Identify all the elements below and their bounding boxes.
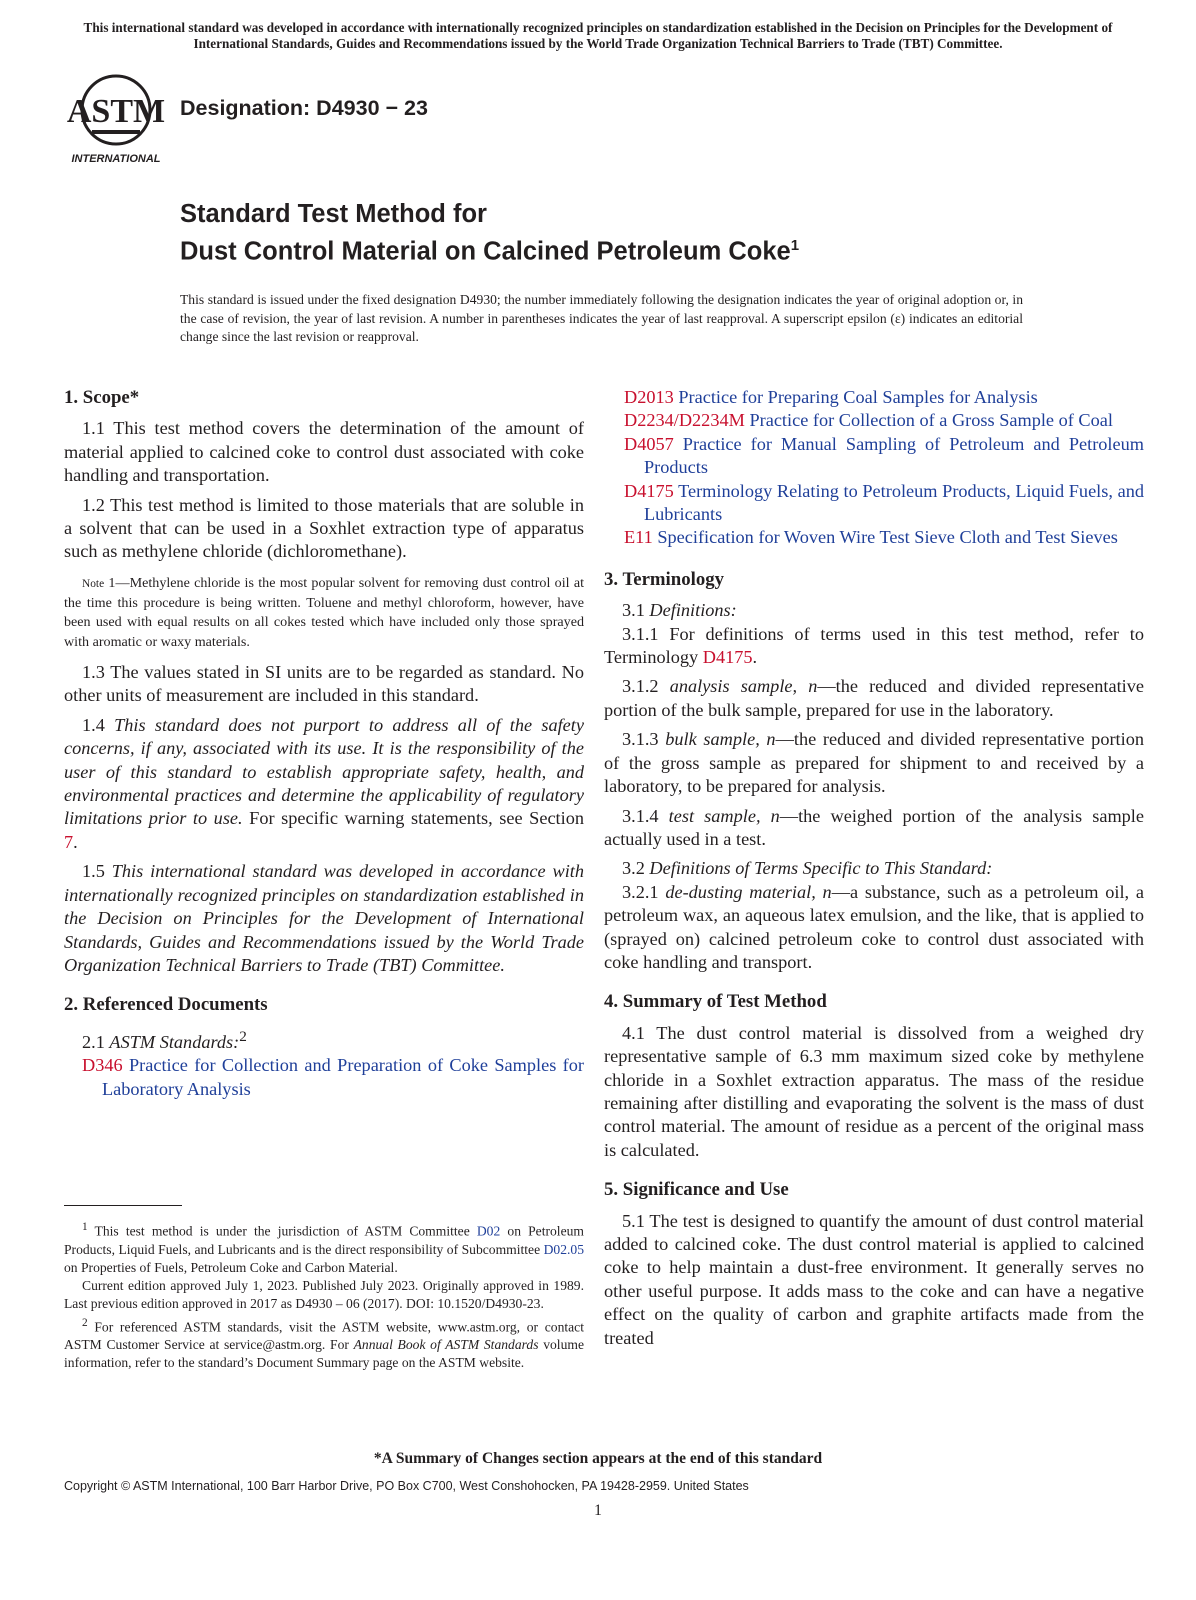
summary-heading: 4. Summary of Test Method [604, 991, 827, 1013]
d4175-link[interactable]: D4175 [702, 647, 753, 668]
section-7-link[interactable]: 7 [64, 831, 74, 852]
terminology-heading: 3. Terminology [604, 568, 725, 590]
footnote-2: $^2$ For referenced ASTM standards, visit the ASTM website, www.astm.org, or contact ASTM Customer Service at service@astm.org. For Annual Book of ASTM Standards volume information, refer to the standard’s Document Summary page on the ASTM website. [64, 1316, 584, 1371]
section-1-2: 1.2 This test method is limited to those materials that are soluble in a solvent that can be used in a Soxhlet extraction type of apparatus such as methylene chloride (dichloromethane). [64, 494, 584, 562]
page-number: 1 [594, 1502, 602, 1519]
d02-link[interactable]: D02 [476, 1223, 501, 1239]
ref-d346-code[interactable]: D346 [82, 1055, 123, 1076]
copyright-line: Copyright © ASTM International, 100 Barr Harbor Drive, PO Box C700, West Conshohocken, PA 19428-2959. United States [64, 1479, 749, 1493]
section-3-1-2: 3.1.2 analysis sample, n—the reduced and divided representative portion of the bulk sample, prepared for use in the laboratory. [604, 676, 1145, 720]
issue-note: This standard is issued under the fixed designation D4930; the number immediately following the designation indicates the year of original adoption or, in the case of revision, the year of last revision. A number in parentheses indicates the year of last reapproval. A superscript epsilon (ε) indicates an editorial change since the last revision or reapproval. [180, 292, 1023, 345]
reference-list [624, 386, 1144, 550]
title-footnote-mark: 1 [790, 237, 800, 254]
astm-logo [62, 70, 170, 166]
note-1: Note 1—Methylene chloride is the most popular solvent for removing dust control oil at the time this procedure is being written. Toluene and methyl chloroform, however, have been used with equal results on all cokes tested which have included only those sprayed with aromatic or waxy materials. [64, 574, 584, 650]
ref-d346-title[interactable]: Practice for Collection and Preparation of Coke Samples for Laboratory Analysis [102, 1055, 584, 1099]
ref-d346 [64, 1054, 584, 1101]
document-title [180, 198, 799, 268]
wto-top-note: This international standard was developed in accordance with internationally recognized principles on standardization established in the Decision on Principles for the Development of International Standards, Guides and Recommendations issued by the World Trade Organization Technical Barriers to Trade (TBT) Committee. [83, 20, 1113, 51]
section-3-2: 3.2 Definitions of Terms Specific to This Standard: [622, 858, 993, 879]
section-2-1: 2.1 ASTM Standards:$^2$ [82, 1027, 247, 1052]
section-4-1: 4.1 The dust control material is dissolved from a weighed dry representative sample of 6.3 mm maximum sized coke by methylene chloride in a Soxhlet extraction apparatus. The mass of the residue remaining after distilling and evaporating the solvent is the mass of dust control material. The amount of residue as a percent of the original mass is calculated. [604, 1022, 1144, 1160]
right-column [604, 386, 1145, 1356]
summary-of-changes-note: *A Summary of Changes section appears at the end of this standard [373, 1450, 823, 1467]
section-3-2-1: 3.2.1 de-dusting material, n—a substance, such as a petroleum oil, a petroleum wax, an aqueous latex emulsion, and the like, that is applied to (sprayed on) calcined petroleum coke to control dust associated with coke handling and transport. [604, 881, 1144, 972]
left-column [64, 386, 584, 1101]
svg-text:INTERNATIONAL: INTERNATIONAL [71, 153, 161, 165]
refdocs-heading: 2. Referenced Documents [64, 994, 268, 1016]
section-5-1: 5.1 The test is designed to quantify the amount of dust control material added to calcined coke. The dust control material is applied to calcined coke to help maintain a dust-free environment. It generally serves no other useful purpose. It adds mass to the coke and can have a negative effect on the quality of carbon and graphite artifacts made from the treated [604, 1210, 1144, 1348]
section-1-4: 1.4 This standard does not purport to address all of the safety concerns, if any, associated with its use. It is the responsibility of the user of this standard to establish appropriate safety, health, and environmental practices and determine the applicability of regulatory limitations prior to use. For specific warning statements, see Section 7. [64, 714, 584, 852]
section-1-5: 1.5 This international standard was developed in accordance with internationally recognized principles on standardization established in the Decision on Principles for the Development of International Standards, Guides and Recommendations issued by the World Trade Organization Technical Barriers to Trade (TBT) Committee. [64, 861, 585, 975]
section-3-1: 3.1 Definitions: [622, 600, 737, 621]
footnote-rule [64, 1205, 182, 1206]
ref-item: D2234/D2234M Practice for Collection of a Gross Sample of Coal [624, 410, 1113, 431]
section-3-1-4: 3.1.4 test sample, n—the weighed portion of the analysis sample actually used in a test. [604, 805, 1144, 849]
section-1-1: 1.1 This test method covers the determination of the amount of material applied to calcined coke to control dust associated with coke handling and transportation. [64, 418, 584, 486]
title-line-1: Standard Test Method for [180, 200, 487, 228]
ref-item: D4057 Practice for Manual Sampling of Petroleum and Petroleum Products [624, 433, 1144, 478]
ref-item: E11 Specification for Woven Wire Test Sieve Cloth and Test Sieves [624, 527, 1118, 548]
significance-heading: 5. Significance and Use [604, 1179, 789, 1201]
ref-item: D2013 Practice for Preparing Coal Samples for Analysis [624, 387, 1038, 407]
svg-text:ASTM: ASTM [66, 93, 166, 130]
footnotes [64, 1218, 584, 1373]
d02-05-link[interactable]: D02.05 [543, 1241, 584, 1257]
ref-item: D4175 Terminology Relating to Petroleum Products, Liquid Fuels, and Lubricants [624, 480, 1144, 525]
scope-heading: 1. Scope* [64, 387, 140, 408]
designation: Designation: D4930 − 23 [180, 96, 428, 120]
section-1-3: 1.3 The values stated in SI units are to be regarded as standard. No other units of measurement are included in this standard. [64, 662, 584, 706]
footnote-1: $^1$ This test method is under the jurisdiction of ASTM Committee D02 on Petroleum Products, Liquid Fuels, and Lubricants and is the direct responsibility of Subcommittee D02.05 on Properties of Fuels, Petroleum Coke and Carbon Material. [64, 1221, 584, 1275]
section-3-1-1: 3.1.1 For definitions of terms used in this test method, refer to Terminology D4175. [604, 623, 1144, 668]
title-line-2: Dust Control Material on Calcined Petroleum Coke$^1$ [180, 237, 800, 266]
footnote-1-edition: Current edition approved July 1, 2023. Published July 2023. Originally approved in 1989. Last previous edition approved in 2017 as D4930 – 06 (2017). DOI: 10.1520/D4930-23. [64, 1278, 584, 1312]
section-3-1-3: 3.1.3 bulk sample, n—the reduced and divided representative portion of the gross sample as prepared for shipment to and received by a laboratory, to be prepared for analysis. [604, 729, 1144, 797]
terminology-body [604, 599, 1144, 1350]
